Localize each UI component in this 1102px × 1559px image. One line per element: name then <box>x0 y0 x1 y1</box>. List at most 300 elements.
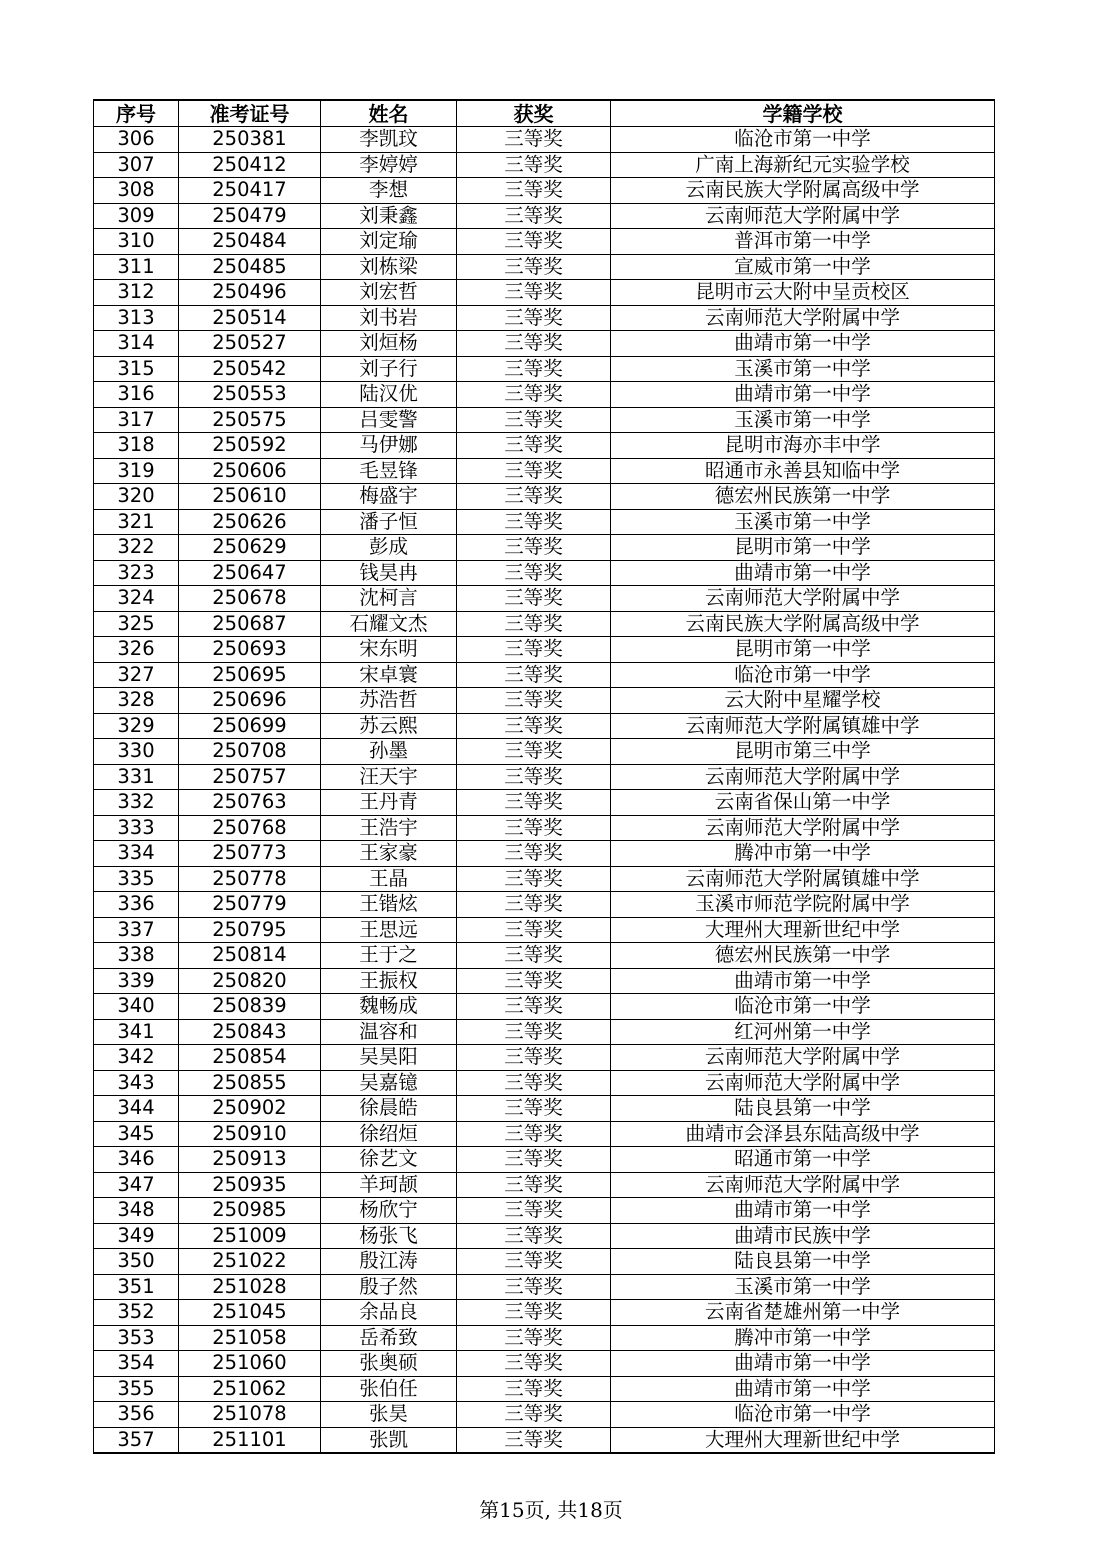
cell-name: 石耀文杰 <box>321 611 457 637</box>
cell-exam-id: 250484 <box>179 229 321 255</box>
cell-seq: 320 <box>94 484 179 510</box>
cell-school: 临沧市第一中学 <box>611 127 995 153</box>
cell-award: 三等奖 <box>457 764 611 790</box>
cell-award: 三等奖 <box>457 790 611 816</box>
cell-name: 吴嘉镱 <box>321 1070 457 1096</box>
cell-seq: 352 <box>94 1300 179 1326</box>
cell-name: 王丹青 <box>321 790 457 816</box>
cell-exam-id: 250820 <box>179 968 321 994</box>
cell-seq: 351 <box>94 1274 179 1300</box>
cell-exam-id: 250575 <box>179 407 321 433</box>
cell-award: 三等奖 <box>457 815 611 841</box>
cell-name: 张凯 <box>321 1427 457 1453</box>
cell-award: 三等奖 <box>457 1019 611 1045</box>
cell-exam-id: 250843 <box>179 1019 321 1045</box>
cell-name: 张昊 <box>321 1402 457 1428</box>
header-school: 学籍学校 <box>611 100 995 127</box>
cell-award: 三等奖 <box>457 917 611 943</box>
cell-school: 普洱市第一中学 <box>611 229 995 255</box>
table-row <box>94 1274 995 1300</box>
cell-award: 三等奖 <box>457 560 611 586</box>
cell-seq: 350 <box>94 1249 179 1275</box>
cell-exam-id: 250855 <box>179 1070 321 1096</box>
cell-exam-id: 250678 <box>179 586 321 612</box>
cell-name: 王于之 <box>321 943 457 969</box>
table-row <box>94 739 995 765</box>
cell-name: 张伯任 <box>321 1376 457 1402</box>
cell-name: 刘栋梁 <box>321 254 457 280</box>
header-seq: 序号 <box>94 100 179 127</box>
cell-exam-id: 250647 <box>179 560 321 586</box>
cell-exam-id: 250695 <box>179 662 321 688</box>
cell-school: 云南省楚雄州第一中学 <box>611 1300 995 1326</box>
cell-exam-id: 250935 <box>179 1172 321 1198</box>
cell-exam-id: 250910 <box>179 1121 321 1147</box>
cell-school: 大理州大理新世纪中学 <box>611 917 995 943</box>
cell-award: 三等奖 <box>457 458 611 484</box>
cell-seq: 333 <box>94 815 179 841</box>
cell-exam-id: 250412 <box>179 152 321 178</box>
cell-school: 云南师范大学附属镇雄中学 <box>611 713 995 739</box>
cell-seq: 349 <box>94 1223 179 1249</box>
table-body <box>94 127 995 1454</box>
cell-seq: 339 <box>94 968 179 994</box>
cell-seq: 357 <box>94 1427 179 1453</box>
table-row <box>94 968 995 994</box>
cell-school: 云南民族大学附属高级中学 <box>611 178 995 204</box>
cell-name: 羊珂颉 <box>321 1172 457 1198</box>
cell-school: 腾冲市第一中学 <box>611 841 995 867</box>
cell-school: 云南民族大学附属高级中学 <box>611 611 995 637</box>
cell-school: 昭通市第一中学 <box>611 1147 995 1173</box>
table-row <box>94 1121 995 1147</box>
cell-exam-id: 250696 <box>179 688 321 714</box>
cell-award: 三等奖 <box>457 407 611 433</box>
cell-exam-id: 250854 <box>179 1045 321 1071</box>
cell-seq: 354 <box>94 1351 179 1377</box>
cell-award: 三等奖 <box>457 1223 611 1249</box>
table-row <box>94 866 995 892</box>
cell-award: 三等奖 <box>457 1351 611 1377</box>
cell-exam-id: 251101 <box>179 1427 321 1453</box>
cell-award: 三等奖 <box>457 356 611 382</box>
cell-award: 三等奖 <box>457 739 611 765</box>
cell-name: 余品良 <box>321 1300 457 1326</box>
cell-award: 三等奖 <box>457 305 611 331</box>
cell-school: 临沧市第一中学 <box>611 1402 995 1428</box>
cell-school: 曲靖市第一中学 <box>611 560 995 586</box>
cell-name: 李婷婷 <box>321 152 457 178</box>
cell-school: 曲靖市第一中学 <box>611 382 995 408</box>
cell-name: 彭成 <box>321 535 457 561</box>
cell-exam-id: 250527 <box>179 331 321 357</box>
cell-school: 云南师范大学附属镇雄中学 <box>611 866 995 892</box>
cell-seq: 315 <box>94 356 179 382</box>
cell-name: 徐艺文 <box>321 1147 457 1173</box>
cell-name: 李凯玟 <box>321 127 457 153</box>
cell-seq: 330 <box>94 739 179 765</box>
cell-name: 张奥硕 <box>321 1351 457 1377</box>
cell-seq: 344 <box>94 1096 179 1122</box>
table-row <box>94 1019 995 1045</box>
cell-seq: 340 <box>94 994 179 1020</box>
cell-exam-id: 250779 <box>179 892 321 918</box>
cell-school: 云南师范大学附属中学 <box>611 305 995 331</box>
cell-exam-id: 250757 <box>179 764 321 790</box>
cell-school: 曲靖市第一中学 <box>611 1351 995 1377</box>
table-row <box>94 560 995 586</box>
table-row <box>94 1223 995 1249</box>
table-row <box>94 203 995 229</box>
table-row <box>94 178 995 204</box>
cell-name: 殷江涛 <box>321 1249 457 1275</box>
cell-name: 徐绍烜 <box>321 1121 457 1147</box>
cell-award: 三等奖 <box>457 586 611 612</box>
cell-seq: 307 <box>94 152 179 178</box>
cell-award: 三等奖 <box>457 280 611 306</box>
table-row <box>94 1376 995 1402</box>
cell-school: 腾冲市第一中学 <box>611 1325 995 1351</box>
header-name: 姓名 <box>321 100 457 127</box>
cell-exam-id: 250610 <box>179 484 321 510</box>
award-table <box>93 99 995 1454</box>
table-row <box>94 229 995 255</box>
cell-name: 魏畅成 <box>321 994 457 1020</box>
cell-seq: 353 <box>94 1325 179 1351</box>
cell-award: 三等奖 <box>457 1249 611 1275</box>
cell-award: 三等奖 <box>457 1070 611 1096</box>
cell-school: 云南师范大学附属中学 <box>611 1045 995 1071</box>
table-row <box>94 407 995 433</box>
table-row <box>94 509 995 535</box>
cell-name: 王晶 <box>321 866 457 892</box>
cell-award: 三等奖 <box>457 1045 611 1071</box>
table-row <box>94 1402 995 1428</box>
cell-exam-id: 251060 <box>179 1351 321 1377</box>
cell-exam-id: 250626 <box>179 509 321 535</box>
cell-seq: 346 <box>94 1147 179 1173</box>
cell-seq: 327 <box>94 662 179 688</box>
cell-school: 陆良县第一中学 <box>611 1249 995 1275</box>
table-row <box>94 1147 995 1173</box>
cell-name: 刘宏哲 <box>321 280 457 306</box>
cell-seq: 336 <box>94 892 179 918</box>
cell-seq: 313 <box>94 305 179 331</box>
cell-exam-id: 250699 <box>179 713 321 739</box>
cell-award: 三等奖 <box>457 535 611 561</box>
cell-name: 苏云熙 <box>321 713 457 739</box>
cell-seq: 325 <box>94 611 179 637</box>
page-number: 第15页, 共18页 <box>479 1498 623 1522</box>
cell-school: 昆明市第一中学 <box>611 637 995 663</box>
cell-name: 刘子行 <box>321 356 457 382</box>
cell-name: 苏浩哲 <box>321 688 457 714</box>
cell-seq: 347 <box>94 1172 179 1198</box>
cell-school: 云南师范大学附属中学 <box>611 764 995 790</box>
cell-exam-id: 250417 <box>179 178 321 204</box>
cell-school: 曲靖市第一中学 <box>611 1376 995 1402</box>
cell-seq: 317 <box>94 407 179 433</box>
cell-award: 三等奖 <box>457 484 611 510</box>
cell-name: 陆汉优 <box>321 382 457 408</box>
cell-award: 三等奖 <box>457 688 611 714</box>
table-row <box>94 764 995 790</box>
cell-award: 三等奖 <box>457 637 611 663</box>
cell-school: 云大附中星耀学校 <box>611 688 995 714</box>
cell-seq: 334 <box>94 841 179 867</box>
cell-seq: 310 <box>94 229 179 255</box>
cell-school: 昆明市第三中学 <box>611 739 995 765</box>
cell-seq: 321 <box>94 509 179 535</box>
cell-school: 昭通市永善县知临中学 <box>611 458 995 484</box>
table-row <box>94 305 995 331</box>
cell-exam-id: 250485 <box>179 254 321 280</box>
cell-award: 三等奖 <box>457 331 611 357</box>
table-row <box>94 943 995 969</box>
cell-seq: 311 <box>94 254 179 280</box>
table-row <box>94 790 995 816</box>
table-row <box>94 535 995 561</box>
cell-name: 孙墨 <box>321 739 457 765</box>
cell-name: 温容和 <box>321 1019 457 1045</box>
cell-school: 曲靖市第一中学 <box>611 1198 995 1224</box>
cell-award: 三等奖 <box>457 662 611 688</box>
table-row <box>94 484 995 510</box>
cell-school: 广南上海新纪元实验学校 <box>611 152 995 178</box>
cell-exam-id: 250778 <box>179 866 321 892</box>
table-row <box>94 713 995 739</box>
cell-name: 殷子然 <box>321 1274 457 1300</box>
cell-seq: 319 <box>94 458 179 484</box>
cell-award: 三等奖 <box>457 1096 611 1122</box>
cell-school: 玉溪市师范学院附属中学 <box>611 892 995 918</box>
cell-school: 云南师范大学附属中学 <box>611 1070 995 1096</box>
table-row <box>94 152 995 178</box>
cell-name: 毛昱锋 <box>321 458 457 484</box>
cell-exam-id: 250773 <box>179 841 321 867</box>
cell-school: 昆明市海亦丰中学 <box>611 433 995 459</box>
cell-award: 三等奖 <box>457 127 611 153</box>
cell-name: 王振权 <box>321 968 457 994</box>
cell-seq: 343 <box>94 1070 179 1096</box>
cell-award: 三等奖 <box>457 229 611 255</box>
table-row <box>94 1198 995 1224</box>
cell-award: 三等奖 <box>457 943 611 969</box>
cell-school: 昆明市云大附中呈贡校区 <box>611 280 995 306</box>
cell-award: 三等奖 <box>457 1198 611 1224</box>
cell-seq: 356 <box>94 1402 179 1428</box>
cell-name: 刘书岩 <box>321 305 457 331</box>
cell-award: 三等奖 <box>457 1121 611 1147</box>
table-row <box>94 1300 995 1326</box>
cell-name: 岳希致 <box>321 1325 457 1351</box>
cell-school: 德宏州民族第一中学 <box>611 484 995 510</box>
cell-school: 临沧市第一中学 <box>611 994 995 1020</box>
cell-name: 吴昊阳 <box>321 1045 457 1071</box>
cell-seq: 308 <box>94 178 179 204</box>
cell-school: 云南师范大学附属中学 <box>611 815 995 841</box>
cell-school: 红河州第一中学 <box>611 1019 995 1045</box>
cell-school: 曲靖市会泽县东陆高级中学 <box>611 1121 995 1147</box>
cell-exam-id: 250913 <box>179 1147 321 1173</box>
cell-name: 徐晨皓 <box>321 1096 457 1122</box>
table-row <box>94 637 995 663</box>
cell-award: 三等奖 <box>457 994 611 1020</box>
table-row <box>94 815 995 841</box>
cell-exam-id: 250902 <box>179 1096 321 1122</box>
cell-school: 玉溪市第一中学 <box>611 1274 995 1300</box>
cell-seq: 309 <box>94 203 179 229</box>
header-exam-id: 准考证号 <box>179 100 321 127</box>
cell-exam-id: 250606 <box>179 458 321 484</box>
cell-seq: 316 <box>94 382 179 408</box>
table-row <box>94 688 995 714</box>
table-row <box>94 280 995 306</box>
cell-school: 曲靖市第一中学 <box>611 331 995 357</box>
cell-name: 汪天宇 <box>321 764 457 790</box>
cell-exam-id: 250687 <box>179 611 321 637</box>
table-row <box>94 841 995 867</box>
table-row <box>94 1427 995 1453</box>
table-row <box>94 127 995 153</box>
cell-school: 临沧市第一中学 <box>611 662 995 688</box>
cell-exam-id: 250985 <box>179 1198 321 1224</box>
cell-exam-id: 250693 <box>179 637 321 663</box>
cell-school: 云南师范大学附属中学 <box>611 586 995 612</box>
table-row <box>94 586 995 612</box>
cell-seq: 348 <box>94 1198 179 1224</box>
cell-exam-id: 250381 <box>179 127 321 153</box>
cell-award: 三等奖 <box>457 1376 611 1402</box>
table-row <box>94 611 995 637</box>
cell-award: 三等奖 <box>457 178 611 204</box>
cell-seq: 345 <box>94 1121 179 1147</box>
cell-award: 三等奖 <box>457 968 611 994</box>
cell-award: 三等奖 <box>457 713 611 739</box>
cell-name: 刘定瑜 <box>321 229 457 255</box>
cell-award: 三等奖 <box>457 611 611 637</box>
cell-seq: 323 <box>94 560 179 586</box>
table-row <box>94 356 995 382</box>
cell-name: 王浩宇 <box>321 815 457 841</box>
cell-award: 三等奖 <box>457 892 611 918</box>
cell-seq: 341 <box>94 1019 179 1045</box>
cell-seq: 329 <box>94 713 179 739</box>
cell-seq: 355 <box>94 1376 179 1402</box>
cell-school: 云南师范大学附属中学 <box>611 1172 995 1198</box>
cell-seq: 314 <box>94 331 179 357</box>
cell-exam-id: 250542 <box>179 356 321 382</box>
cell-exam-id: 250795 <box>179 917 321 943</box>
cell-name: 王思远 <box>321 917 457 943</box>
cell-award: 三等奖 <box>457 1402 611 1428</box>
cell-award: 三等奖 <box>457 841 611 867</box>
cell-seq: 342 <box>94 1045 179 1071</box>
cell-exam-id: 250839 <box>179 994 321 1020</box>
cell-exam-id: 250814 <box>179 943 321 969</box>
cell-name: 潘子恒 <box>321 509 457 535</box>
cell-award: 三等奖 <box>457 152 611 178</box>
cell-name: 李想 <box>321 178 457 204</box>
cell-name: 宋卓寰 <box>321 662 457 688</box>
cell-school: 昆明市第一中学 <box>611 535 995 561</box>
cell-award: 三等奖 <box>457 1172 611 1198</box>
cell-name: 吕雯警 <box>321 407 457 433</box>
cell-exam-id: 250763 <box>179 790 321 816</box>
cell-exam-id: 250768 <box>179 815 321 841</box>
cell-exam-id: 250479 <box>179 203 321 229</box>
cell-school: 曲靖市民族中学 <box>611 1223 995 1249</box>
table-row <box>94 1070 995 1096</box>
cell-exam-id: 251009 <box>179 1223 321 1249</box>
cell-award: 三等奖 <box>457 1325 611 1351</box>
cell-exam-id: 251058 <box>179 1325 321 1351</box>
cell-award: 三等奖 <box>457 1274 611 1300</box>
cell-seq: 306 <box>94 127 179 153</box>
table-row <box>94 1045 995 1071</box>
cell-exam-id: 250592 <box>179 433 321 459</box>
cell-name: 刘烜杨 <box>321 331 457 357</box>
cell-exam-id: 250514 <box>179 305 321 331</box>
cell-exam-id: 250553 <box>179 382 321 408</box>
table-row <box>94 331 995 357</box>
cell-name: 马伊娜 <box>321 433 457 459</box>
cell-name: 梅盛宇 <box>321 484 457 510</box>
table-row <box>94 433 995 459</box>
cell-exam-id: 251022 <box>179 1249 321 1275</box>
table-row <box>94 1351 995 1377</box>
cell-award: 三等奖 <box>457 1427 611 1453</box>
table-row <box>94 1325 995 1351</box>
cell-exam-id: 251045 <box>179 1300 321 1326</box>
cell-school: 云南省保山第一中学 <box>611 790 995 816</box>
cell-school: 曲靖市第一中学 <box>611 968 995 994</box>
cell-award: 三等奖 <box>457 203 611 229</box>
cell-name: 宋东明 <box>321 637 457 663</box>
table-row <box>94 382 995 408</box>
table-row <box>94 458 995 484</box>
cell-school: 大理州大理新世纪中学 <box>611 1427 995 1453</box>
cell-exam-id: 250629 <box>179 535 321 561</box>
cell-award: 三等奖 <box>457 433 611 459</box>
cell-name: 王锴炫 <box>321 892 457 918</box>
cell-award: 三等奖 <box>457 254 611 280</box>
cell-name: 沈柯言 <box>321 586 457 612</box>
header-award: 获奖 <box>457 100 611 127</box>
header-row <box>94 100 995 127</box>
table-row <box>94 1249 995 1275</box>
cell-name: 王家豪 <box>321 841 457 867</box>
cell-school: 宣威市第一中学 <box>611 254 995 280</box>
table-row <box>94 1096 995 1122</box>
cell-seq: 328 <box>94 688 179 714</box>
cell-seq: 324 <box>94 586 179 612</box>
table-row <box>94 917 995 943</box>
cell-award: 三等奖 <box>457 382 611 408</box>
cell-seq: 318 <box>94 433 179 459</box>
cell-seq: 338 <box>94 943 179 969</box>
cell-school: 云南师范大学附属中学 <box>611 203 995 229</box>
cell-school: 陆良县第一中学 <box>611 1096 995 1122</box>
cell-award: 三等奖 <box>457 1300 611 1326</box>
cell-school: 玉溪市第一中学 <box>611 509 995 535</box>
table-row <box>94 254 995 280</box>
cell-school: 玉溪市第一中学 <box>611 356 995 382</box>
cell-seq: 332 <box>94 790 179 816</box>
cell-award: 三等奖 <box>457 509 611 535</box>
cell-seq: 337 <box>94 917 179 943</box>
cell-seq: 335 <box>94 866 179 892</box>
